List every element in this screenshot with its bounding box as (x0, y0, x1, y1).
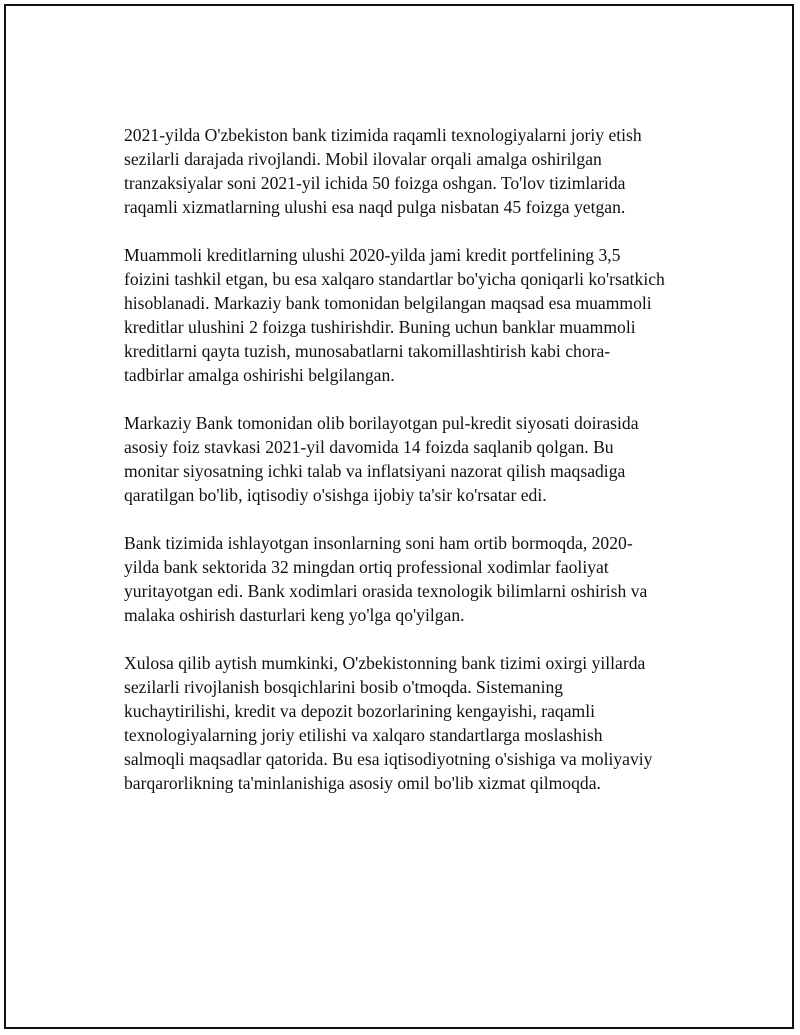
paragraph-digital-technologies (124, 123, 704, 219)
text-line: 2021-yilda O'zbekiston bank tizimida raqamli texnologiyalarni joriy etish (124, 125, 642, 145)
text-line: tranzaksiyalar soni 2021-yil ichida 50 foizga oshgan. To'lov tizimlarida (124, 173, 626, 193)
text-line: Bank tizimida ishlayotgan insonlarning soni ham ortib bormoqda, 2020- (124, 533, 633, 553)
text-line: kuchaytirilishi, kredit va depozit bozorlarining kengayishi, raqamli (124, 701, 595, 721)
text-line: kreditlarni qayta tuzish, munosabatlarni takomillashtirish kabi chora- (124, 341, 611, 361)
text-line: malaka oshirish dasturlari keng yo'lga qo'yilgan. (124, 605, 465, 625)
text-line: sezilarli rivojlanish bosqichlarini bosib o'tmoqda. Sistemaning (124, 677, 564, 697)
paragraph-problem-loans (124, 243, 704, 387)
text-line: hisoblanadi. Markaziy bank tomonidan belgilangan maqsad esa muammoli (124, 293, 652, 313)
text-line: yilda bank sektorida 32 mingdan ortiq professional xodimlar faoliyat (124, 557, 609, 577)
page-frame (4, 4, 794, 1029)
text-line: barqarorlikning ta'minlanishiga asosiy omil bo'lib xizmat qilmoqda. (124, 773, 601, 793)
text-line: foizini tashkil etgan, bu esa xalqaro standartlar bo'yicha qoniqarli ko'rsatkich (124, 269, 665, 289)
text-line: monitar siyosatning ichki talab va inflatsiyani nazorat qilish maqsadiga (124, 461, 626, 481)
document-body (124, 123, 704, 819)
text-line: asosiy foiz stavkasi 2021-yil davomida 14 foizda saqlanib qolgan. Bu (124, 437, 614, 457)
text-line: Markaziy Bank tomonidan olib borilayotgan pul-kredit siyosati doirasida (124, 413, 639, 433)
paragraph-monetary-policy (124, 411, 704, 507)
paragraph-conclusion (124, 651, 704, 795)
text-line: tadbirlar amalga oshirishi belgilangan. (124, 365, 395, 385)
text-line: salmoqli maqsadlar qatorida. Bu esa iqtisodiyotning o'sishiga va moliyaviy (124, 749, 653, 769)
paragraph-bank-employees (124, 531, 704, 627)
text-line: Muammoli kreditlarning ulushi 2020-yilda jami kredit portfelining 3,5 (124, 245, 621, 265)
text-line: Xulosa qilib aytish mumkinki, O'zbekistonning bank tizimi oxirgi yillarda (124, 653, 646, 673)
text-line: sezilarli darajada rivojlandi. Mobil ilovalar orqali amalga oshirilgan (124, 149, 602, 169)
text-line: raqamli xizmatlarning ulushi esa naqd pulga nisbatan 45 foizga yetgan. (124, 197, 626, 217)
text-line: kreditlar ulushini 2 foizga tushirishdir. Buning uchun banklar muammoli (124, 317, 636, 337)
text-line: qaratilgan bo'lib, iqtisodiy o'sishga ijobiy ta'sir ko'rsatar edi. (124, 485, 547, 505)
text-line: yuritayotgan edi. Bank xodimlari orasida texnologik bilimlarni oshirish va (124, 581, 648, 601)
text-line: texnologiyalarning joriy etilishi va xalqaro standartlarga moslashish (124, 725, 603, 745)
